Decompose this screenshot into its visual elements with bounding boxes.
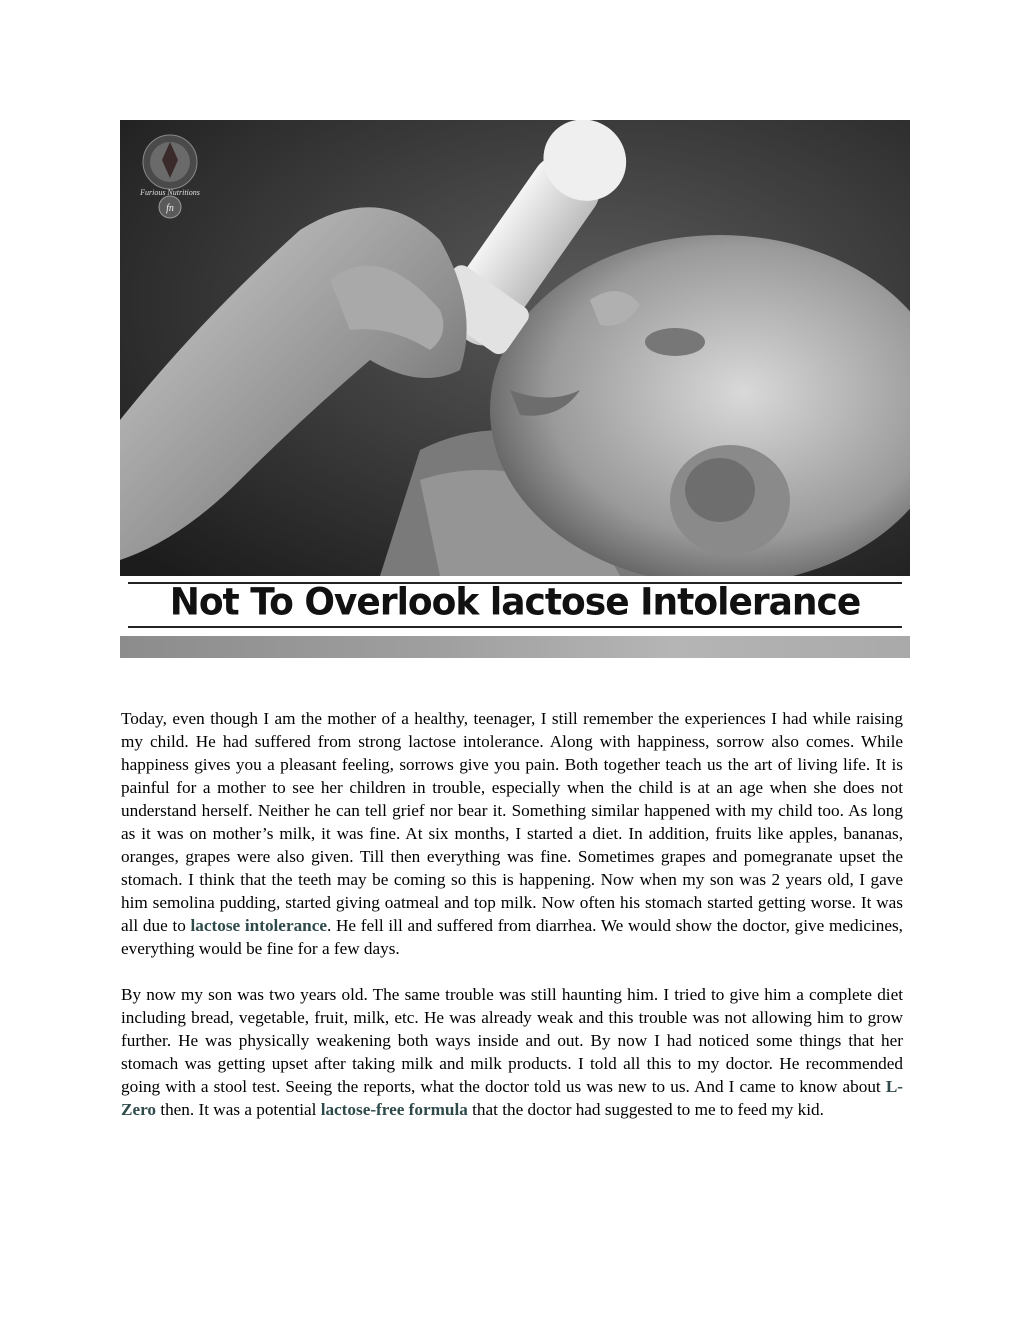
p1-text-b: . He fell ill and suffered from diarrhea. We would show the doctor, give medicines, everything would be fine for a few days. [121, 916, 903, 958]
paragraph-1 [121, 707, 903, 960]
l-zero-link[interactable]: L-Zero [121, 1077, 903, 1119]
baby-feeding-bottle-photo [120, 120, 910, 576]
hero-image [120, 120, 910, 658]
title-banner [120, 576, 910, 658]
article-body [121, 707, 903, 1144]
lactose-free-formula-link[interactable]: lactose-free formula [320, 1100, 468, 1119]
p2-text-b: then. It was a potential [156, 1100, 321, 1119]
p2-text-a: By now my son was two years old. The same trouble was still haunting him. I tried to give him a complete diet including bread, vegetable, fruit, milk, etc. He was already weak and this trouble was not allowing him to grow further. He was physically weakening both ways inside and out. By now I had noticed some things that her stomach was getting upset after taking milk and milk products. I told all this to my doctor. He recommended going with a stool test. Seeing the reports, what the doctor told us was new to us. And I came to know about [121, 985, 903, 1096]
banner-title: Not To Overlook lactose Intolerance [169, 580, 861, 624]
logo-monogram: fn [166, 203, 174, 214]
banner-bottom-rule [128, 626, 902, 628]
logo-text: Furious Nutritions [140, 188, 200, 197]
p2-text-c: that the doctor had suggested to me to feed my kid. [467, 1100, 824, 1119]
paragraph-2 [121, 983, 903, 1121]
banner-strip [120, 636, 910, 658]
p1-text-a: Today, even though I am the mother of a healthy, teenager, I still remember the experiences I had while raising my child. He had suffered from strong lactose intolerance. Along with happiness, sorrow also comes. While happiness gives you a pleasant feeling, sorrows give you pain. Both together teach us the art of living life. It is painful for a mother to see her children in trouble, especially when the child is at an age when she does not understand herself. Neither he can tell grief nor bear it. Something similar happened with my child too. As long as it was on mother’s milk, it was fine. At six months, I started a diet. In addition, fruits like apples, bananas, oranges, grapes were also given. Till then everything was fine. Sometimes grapes and pomegranate upset the stomach. I think that the teeth may be coming so this is happening. Now when my son was 2 years old, I gave him semolina pudding, started giving oatmeal and top milk. Now often his stomach started getting worse. It was all due to [121, 709, 903, 935]
lactose-intolerance-link[interactable]: lactose intolerance [190, 916, 327, 935]
